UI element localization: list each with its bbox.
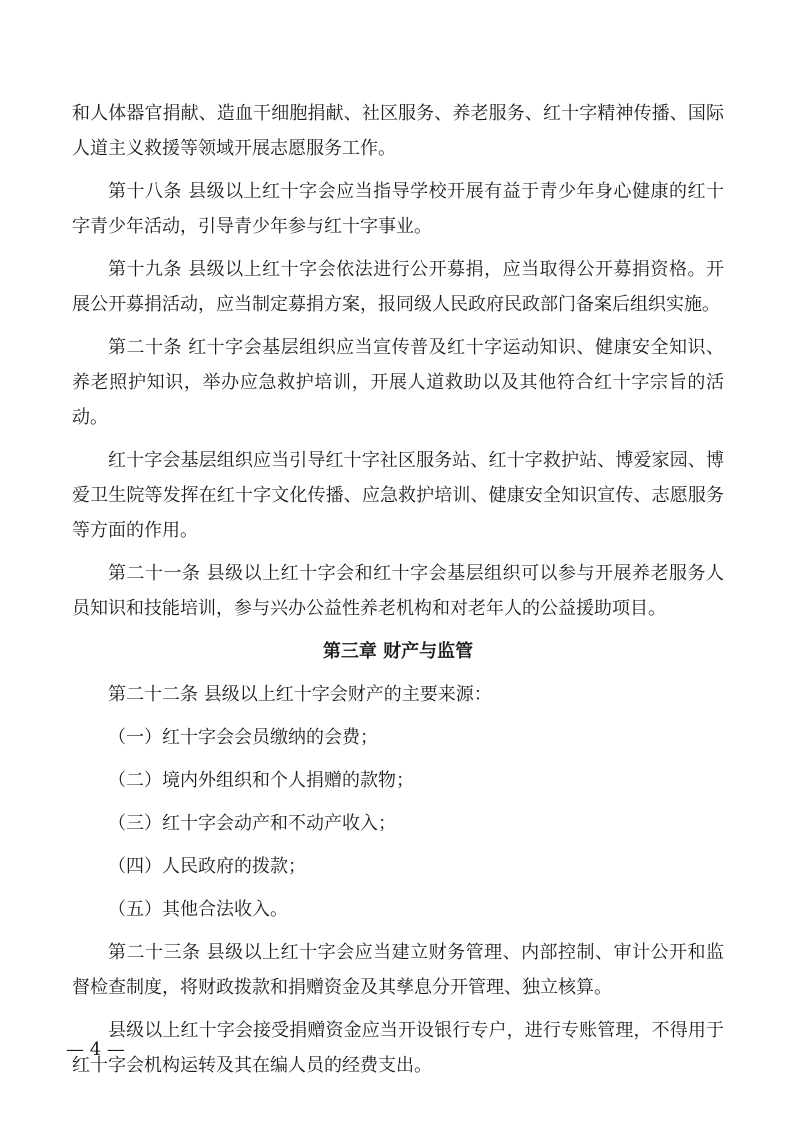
article-22-item-3: （三）红十字会动产和不动产收入； xyxy=(108,813,396,834)
page-number: — 4 — xyxy=(66,1039,125,1060)
article-21: 第二十一条 县级以上红十字会和红十字会基层组织可以参与开展养老服务人员知识和技能培训，参与兴办公益性养老机构和对老年人的公益援助项目。 xyxy=(72,563,724,619)
article-20: 第二十条 红十字会基层组织应当宣传普及红十字运动知识、健康安全知识、养老照护知识，举办应急救护培训，开展人道救助以及其他符合红十字宗旨的活动。 xyxy=(72,337,724,428)
article-22-item-5: （五）其他合法收入。 xyxy=(108,899,288,920)
article-23-paragraph-2: 县级以上红十字会接受捐赠资金应当开设银行专户，进行专账管理，不得用于红十字会机构运转及其在编人员的经费支出。 xyxy=(72,1020,724,1076)
article-22-item-2: （二）境内外组织和个人捐赠的款物； xyxy=(108,770,414,791)
article-20-paragraph-2: 红十字会基层组织应当引导红十字社区服务站、红十字救护站、博爱家园、博爱卫生院等发挥在红十字文化传播、应急救护培训、健康安全知识宣传、志愿服务等方面的作用。 xyxy=(72,450,724,541)
chapter-3-heading: 第三章 财产与监管 xyxy=(322,641,474,662)
article-19: 第十九条 县级以上红十字会依法进行公开募捐，应当取得公开募捐资格。开展公开募捐活动，应当制定募捐方案，报同级人民政府民政部门备案后组织实施。 xyxy=(72,259,724,315)
document-body xyxy=(72,96,724,1091)
article-18: 第十八条 县级以上红十字会应当指导学校开展有益于青少年身心健康的红十字青少年活动，引导青少年参与红十字事业。 xyxy=(72,181,724,237)
article-22: 第二十二条 县级以上红十字会财产的主要来源： xyxy=(108,684,492,705)
article-22-item-1: （一）红十字会会员缴纳的会费； xyxy=(108,727,378,748)
paragraph-continuation: 和人体器官捐献、造血干细胞捐献、社区服务、养老服务、红十字精神传播、国际人道主义救援等领域开展志愿服务工作。 xyxy=(72,103,724,159)
article-22-item-4: （四）人民政府的拨款； xyxy=(108,856,306,877)
article-23: 第二十三条 县级以上红十字会应当建立财务管理、内部控制、审计公开和监督检查制度，将财政拨款和捐赠资金及其孳息分开管理、独立核算。 xyxy=(72,942,724,998)
